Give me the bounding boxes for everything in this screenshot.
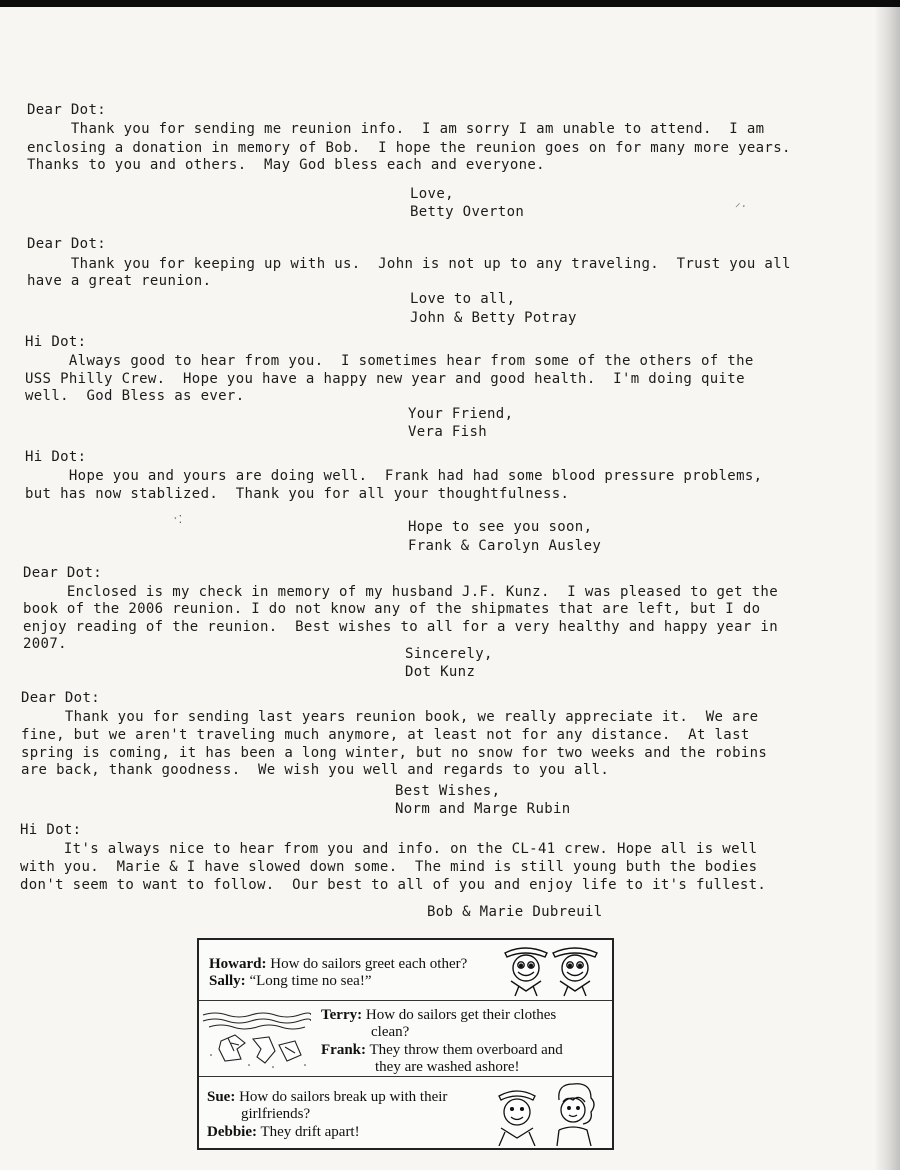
joke-speaker: Sally: (209, 973, 246, 989)
joke-panel-greeting (199, 940, 612, 1001)
letter-closing: Love to all, (410, 291, 516, 307)
letter-body-line: enjoy reading of the reunion. Best wishes to all for a very healthy and happy year in (23, 619, 778, 635)
letter-body-line: enclosing a donation in memory of Bob. I hope the reunion goes on for many more years. (27, 140, 791, 156)
joke-line (207, 1124, 360, 1141)
letter-signature: Betty Overton (410, 204, 525, 220)
scan-speck: ⸍ˑ (735, 201, 748, 214)
joke-speaker: Debbie: (207, 1124, 257, 1140)
letter-body-line: with you. Marie & I have slowed down some. The mind is still young buth the bodies (20, 859, 758, 875)
joke-speaker: Terry: (321, 1007, 363, 1023)
letter-body-line: don't seem to want to follow. Our best to all of you and enjoy life to it's fullest. (20, 877, 767, 893)
joke-panel-breakup (199, 1077, 612, 1148)
scan-speck: ˑ⁚ (172, 513, 183, 526)
letter-closing: Best Wishes, (395, 783, 501, 799)
letter-body-line: Hope you and yours are doing well. Frank had had some blood pressure problems, (25, 468, 763, 484)
letter-body-line: 2007. (23, 636, 67, 652)
joke-line (371, 1024, 409, 1041)
joke-line (209, 956, 467, 973)
letter-body-line: are back, thank goodness. We wish you well and regards to you all. (21, 762, 610, 778)
letter-body-line: well. God Bless as ever. (25, 388, 245, 404)
letter-body-line: Thank you for sending me reunion info. I am sorry I am unable to attend. I am (27, 121, 765, 137)
letter-closing: Hope to see you soon, (408, 519, 593, 535)
letter-body-line: Thank you for keeping up with us. John is not up to any traveling. Trust you all (27, 256, 791, 272)
joke-text: How do sailors get their clothes (362, 1007, 557, 1023)
joke-text: They throw them overboard and (366, 1042, 563, 1058)
letter-body-line: It's always nice to hear from you and info. on the CL-41 crew. Hope all is well (20, 841, 758, 857)
letter-body-line: USS Philly Crew. Hope you have a happy new year and good health. I'm doing quite (25, 371, 745, 387)
joke-text: they are washed ashore! (375, 1059, 520, 1075)
joke-line (241, 1106, 310, 1123)
joke-panel-laundry (199, 1001, 612, 1077)
letter-body-line: fine, but we aren't traveling much anymore, at least not for any distance. At last (21, 727, 750, 743)
joke-text: “Long time no sea!” (245, 973, 372, 989)
letter-body-line: have a great reunion. (27, 273, 212, 289)
letter-closing: Love, (410, 186, 454, 202)
joke-speaker: Sue: (207, 1089, 236, 1105)
joke-line (207, 1089, 447, 1106)
letter-signature: Dot Kunz (405, 664, 476, 680)
letter-salutation: Dear Dot: (27, 236, 107, 252)
letter-body-line: but has now stablized. Thank you for all your thoughtfulness. (25, 486, 570, 502)
letter-body-line: spring is coming, it has been a long winter, but no snow for two weeks and the robins (21, 745, 768, 761)
letter-closing: Sincerely, (405, 646, 493, 662)
letter-salutation: Hi Dot: (20, 822, 82, 838)
letter-body-line: Enclosed is my check in memory of my husband J.F. Kunz. I was pleased to get the (23, 584, 778, 600)
joke-text: How do sailors greet each other? (266, 956, 468, 972)
joke-line (375, 1059, 520, 1076)
joke-text: How do sailors break up with their (235, 1089, 448, 1105)
letter-body-line: Always good to hear from you. I sometimes hear from some of the others of the (25, 353, 754, 369)
letter-body-line: book of the 2006 reunion. I do not know any of the shipmates that are left, but I do (23, 601, 761, 617)
letter-signature: Vera Fish (408, 424, 488, 440)
letter-body-line: Thank you for sending last years reunion book, we really appreciate it. We are (21, 709, 759, 725)
letter-salutation: Hi Dot: (25, 334, 87, 350)
letter-signature: Frank & Carolyn Ausley (408, 538, 602, 554)
joke-speaker: Frank: (321, 1042, 366, 1058)
joke-text: clean? (371, 1024, 410, 1040)
sailor-jokes-box (197, 938, 614, 1150)
two-sailors-illustration (501, 941, 605, 997)
joke-text: girlfriends? (241, 1106, 311, 1122)
joke-text: They drift apart! (257, 1124, 360, 1140)
letter-body-line: Thanks to you and others. May God bless each and everyone. (27, 157, 545, 173)
joke-speaker: Howard: (209, 956, 267, 972)
joke-line (321, 1042, 563, 1059)
sailor-and-girlfriend-illustration (487, 1078, 607, 1146)
letter-closing: Your Friend, (408, 406, 514, 422)
letter-salutation: Dear Dot: (23, 565, 103, 581)
joke-line (321, 1007, 556, 1024)
joke-line (209, 973, 371, 990)
letter-salutation: Hi Dot: (25, 449, 87, 465)
letter-salutation: Dear Dot: (21, 690, 101, 706)
washed-clothes-illustration (201, 1005, 311, 1071)
letter-signature: Bob & Marie Dubreuil (427, 904, 603, 920)
letter-signature: John & Betty Potray (410, 310, 577, 326)
letter-salutation: Dear Dot: (27, 102, 107, 118)
letter-signature: Norm and Marge Rubin (395, 801, 571, 817)
